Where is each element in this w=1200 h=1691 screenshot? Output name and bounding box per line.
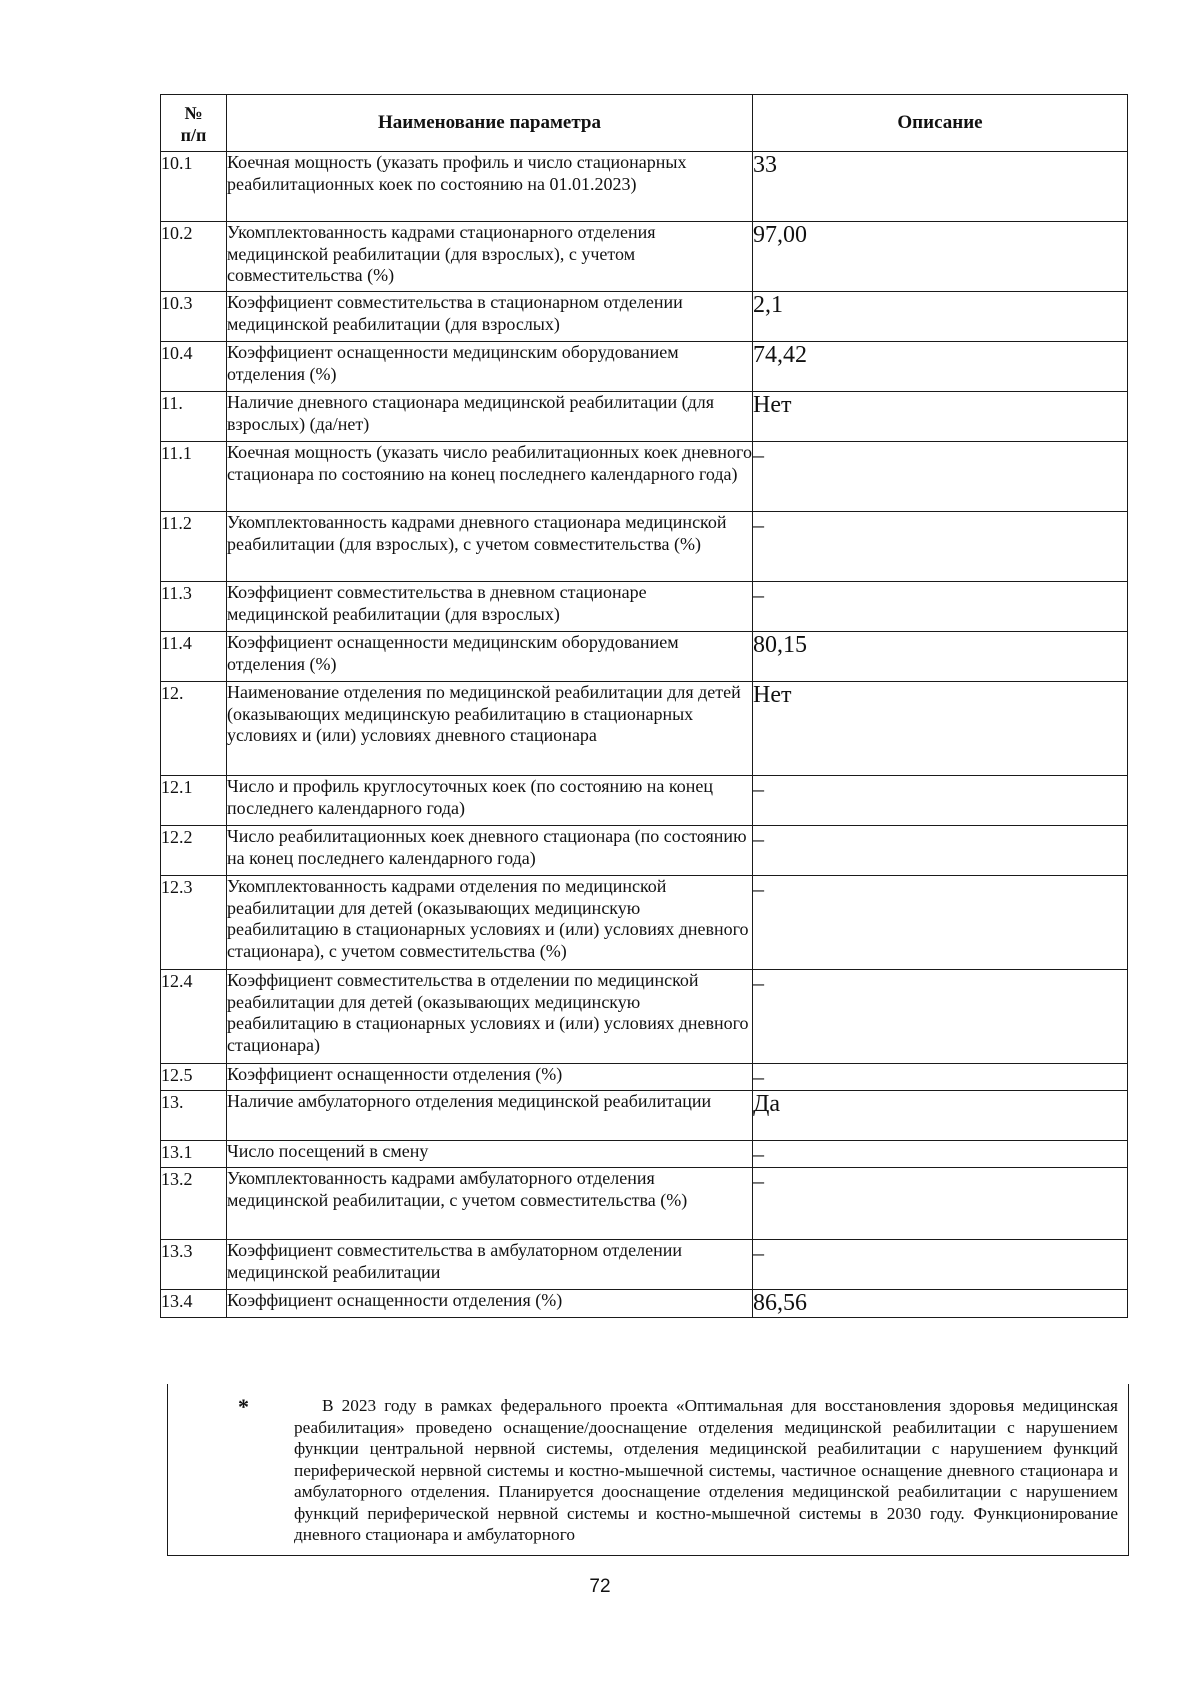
row-parameter-name: Коэффициент совместительства в отделении по медицинской реабилитации для детей (оказывающих медицинскую реабилитацию в стационарных условиях и (или) условиях дневного стационара)	[227, 970, 753, 1064]
row-description-value: –	[753, 776, 1128, 826]
table-row	[161, 1091, 1128, 1141]
row-description-value: 33	[753, 152, 1128, 222]
row-description-value: 2,1	[753, 292, 1128, 342]
row-parameter-name: Коэффициент оснащенности медицинским оборудованием отделения (%)	[227, 342, 753, 392]
row-parameter-name: Коэффициент оснащенности отделения (%)	[227, 1290, 753, 1318]
row-description-value: –	[753, 876, 1128, 970]
row-description-value: –	[753, 970, 1128, 1064]
row-parameter-name: Укомплектованность кадрами отделения по медицинской реабилитации для детей (оказывающих медицинскую реабилитацию в стационарных условиях и (или) условиях дневного стационара), с учетом совместительства (%)	[227, 876, 753, 970]
table-header-row	[161, 95, 1128, 152]
row-number: 13.	[161, 1091, 227, 1141]
row-parameter-name: Наименование отделения по медицинской реабилитации для детей (оказывающих медицинскую реабилитацию в стационарных условиях и (или) условиях дневного стационара	[227, 682, 753, 776]
row-number: 12.1	[161, 776, 227, 826]
row-number: 10.3	[161, 292, 227, 342]
row-parameter-name: Число и профиль круглосуточных коек (по состоянию на конец последнего календарного года)	[227, 776, 753, 826]
table-row	[161, 222, 1128, 292]
table-row	[161, 292, 1128, 342]
table-row	[161, 1168, 1128, 1240]
row-number: 13.1	[161, 1141, 227, 1168]
row-description-value: 86,56	[753, 1290, 1128, 1318]
table-row	[161, 512, 1128, 582]
row-parameter-name: Коэффициент оснащенности медицинским оборудованием отделения (%)	[227, 632, 753, 682]
row-number: 11.1	[161, 442, 227, 512]
row-parameter-name: Коечная мощность (указать профиль и число стационарных реабилитационных коек по состоянию на 01.01.2023)	[227, 152, 753, 222]
page-number: 72	[589, 1576, 611, 1597]
footnote-block	[167, 1384, 1129, 1556]
row-number: 11.3	[161, 582, 227, 632]
row-description-value: 97,00	[753, 222, 1128, 292]
table-row	[161, 632, 1128, 682]
table-row	[161, 152, 1128, 222]
row-number: 12.	[161, 682, 227, 776]
table-row	[161, 1064, 1128, 1091]
row-description-value: 74,42	[753, 342, 1128, 392]
row-description-value: –	[753, 442, 1128, 512]
table-row	[161, 1240, 1128, 1290]
row-parameter-name: Укомплектованность кадрами дневного стационара медицинской реабилитации (для взрослых), с учетом совместительства (%)	[227, 512, 753, 582]
row-number: 12.3	[161, 876, 227, 970]
row-description-value: –	[753, 1141, 1128, 1168]
row-number: 11.	[161, 392, 227, 442]
row-description-value: –	[753, 1064, 1128, 1091]
row-description-value: Нет	[753, 682, 1128, 776]
row-number: 10.4	[161, 342, 227, 392]
row-parameter-name: Наличие дневного стационара медицинской реабилитации (для взрослых) (да/нет)	[227, 392, 753, 442]
header-number	[161, 95, 227, 152]
table-row	[161, 826, 1128, 876]
table-row	[161, 392, 1128, 442]
table-row	[161, 970, 1128, 1064]
table-row	[161, 342, 1128, 392]
row-description-value: –	[753, 1240, 1128, 1290]
row-parameter-name: Коэффициент совместительства в дневном стационаре медицинской реабилитации (для взрослых)	[227, 582, 753, 632]
row-description-value: –	[753, 826, 1128, 876]
row-description-value: Да	[753, 1091, 1128, 1141]
row-parameter-name: Наличие амбулаторного отделения медицинской реабилитации	[227, 1091, 753, 1141]
table-row	[161, 1141, 1128, 1168]
footnote-marker: *	[238, 1394, 249, 1419]
row-number: 12.4	[161, 970, 227, 1064]
row-number: 13.2	[161, 1168, 227, 1240]
row-description-value: –	[753, 1168, 1128, 1240]
row-number: 12.2	[161, 826, 227, 876]
header-name: Наименование параметра	[227, 95, 753, 152]
table-row	[161, 442, 1128, 512]
table-row	[161, 776, 1128, 826]
row-number: 13.3	[161, 1240, 227, 1290]
row-number: 10.2	[161, 222, 227, 292]
row-parameter-name: Число реабилитационных коек дневного стационара (по состоянию на конец последнего календарного года)	[227, 826, 753, 876]
row-description-value: Нет	[753, 392, 1128, 442]
row-number: 11.2	[161, 512, 227, 582]
parameters-table	[160, 94, 1128, 1318]
row-number: 13.4	[161, 1290, 227, 1318]
row-number: 11.4	[161, 632, 227, 682]
header-number-label: № п/п	[180, 103, 207, 145]
table-row	[161, 1290, 1128, 1318]
row-number: 12.5	[161, 1064, 227, 1091]
table-row	[161, 582, 1128, 632]
row-parameter-name: Укомплектованность кадрами стационарного отделения медицинской реабилитации (для взрослых), с учетом совместительства (%)	[227, 222, 753, 292]
row-description-value: 80,15	[753, 632, 1128, 682]
header-description: Описание	[753, 95, 1128, 152]
row-parameter-name: Коечная мощность (указать число реабилитационных коек дневного стационара по состоянию на конец последнего календарного года)	[227, 442, 753, 512]
row-parameter-name: Коэффициент совместительства в стационарном отделении медицинской реабилитации (для взрослых)	[227, 292, 753, 342]
table-row	[161, 682, 1128, 776]
row-parameter-name: Число посещений в смену	[227, 1141, 753, 1168]
row-parameter-name: Укомплектованность кадрами амбулаторного отделения медицинской реабилитации, с учетом совместительства (%)	[227, 1168, 753, 1240]
row-parameter-name: Коэффициент совместительства в амбулаторном отделении медицинской реабилитации	[227, 1240, 753, 1290]
row-description-value: –	[753, 512, 1128, 582]
row-parameter-name: Коэффициент оснащенности отделения (%)	[227, 1064, 753, 1091]
row-number: 10.1	[161, 152, 227, 222]
footnote-text: В 2023 году в рамках федерального проекта «Оптимальная для восстановления здоровья медицинская реабилитация» проведено оснащение/дооснащение отделения медицинской реабилитации с нарушением функции центральной нервной системы, отделения медицинской реабилитации с нарушением функций периферической нервной системы и костно-мышечной системы, частичное оснащение дневного стационара и амбулаторного отделения. Планируется дооснащение отделения медицинской реабилитации с нарушением функций периферической нервной системы и костно-мышечной системы в 2030 году. Функционирование дневного стационара и амбулаторного	[294, 1396, 1118, 1544]
table-row	[161, 876, 1128, 970]
row-description-value: –	[753, 582, 1128, 632]
